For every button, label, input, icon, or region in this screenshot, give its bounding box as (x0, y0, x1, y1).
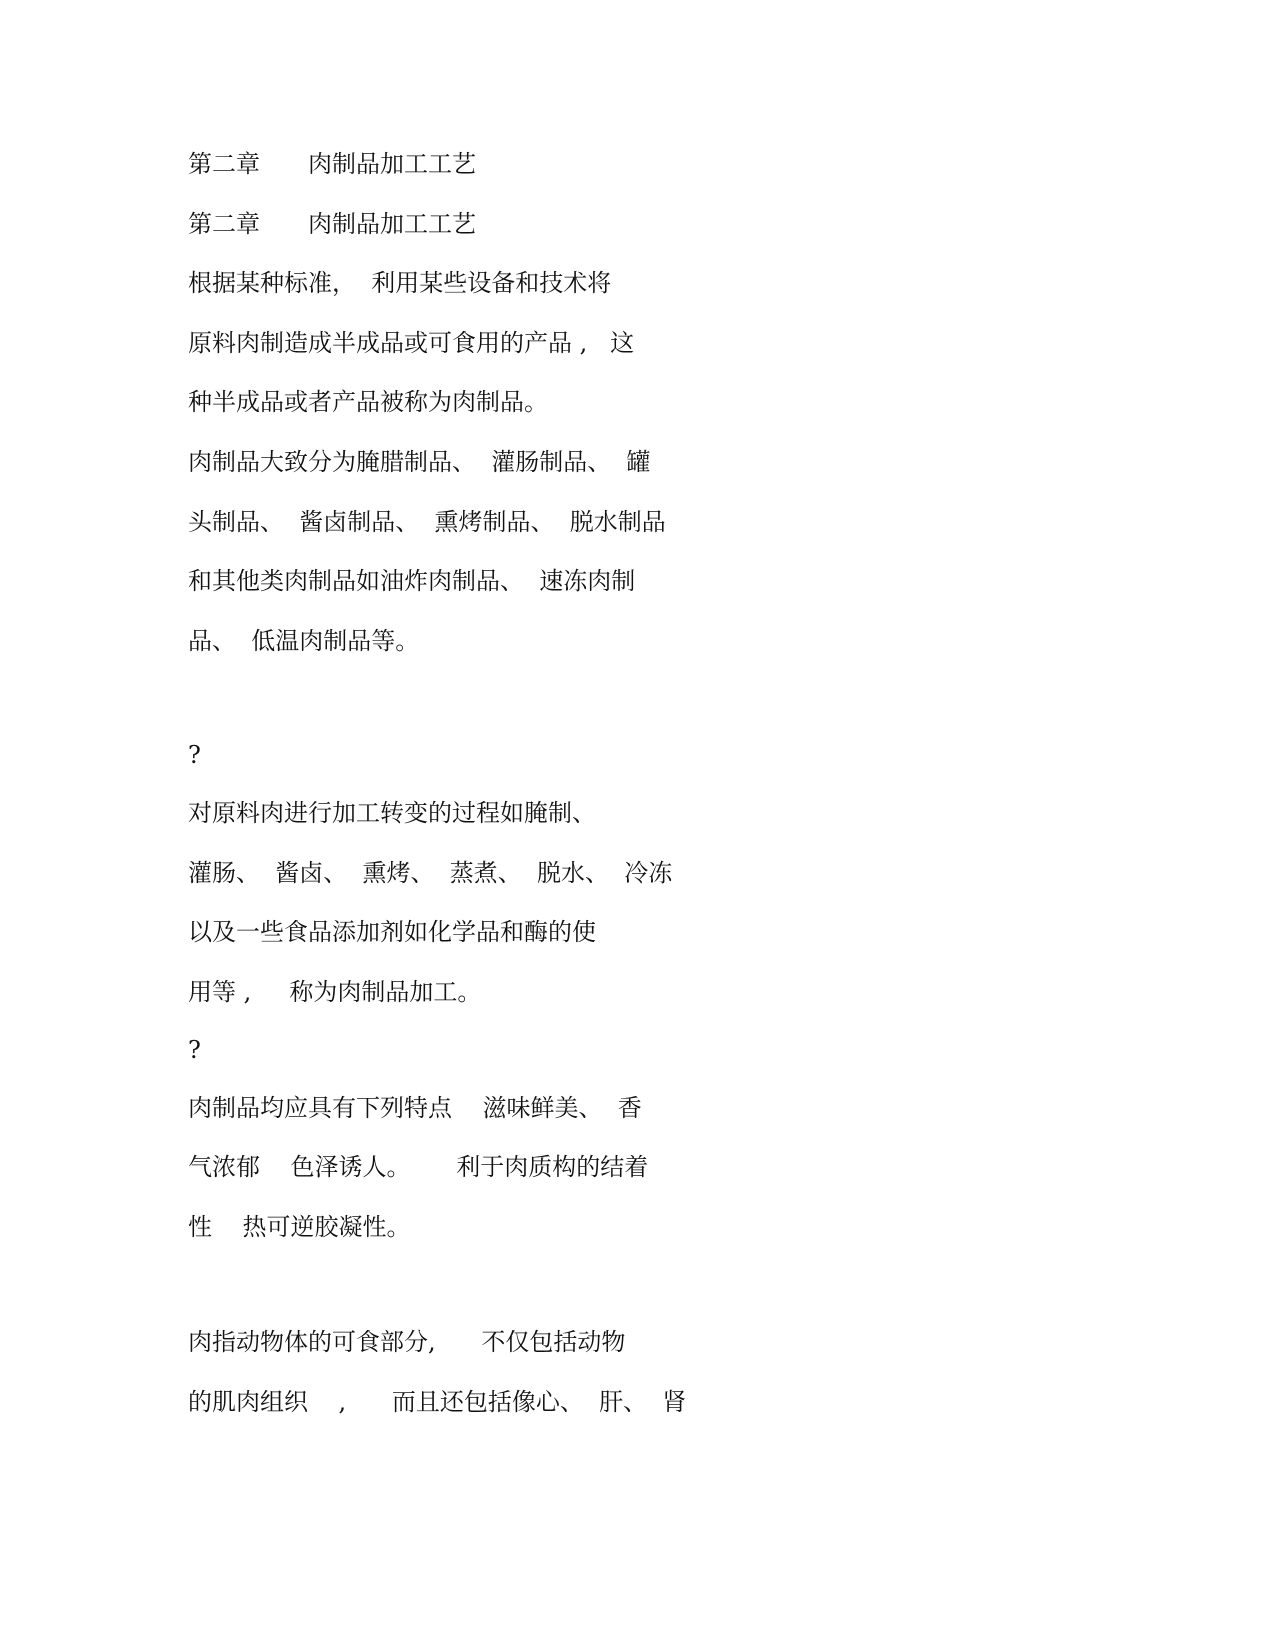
chapter-heading: 第二章 肉制品加工工艺 (188, 150, 476, 178)
text-line: 以及一些食品添加剂如化学品和酶的使 (188, 918, 596, 946)
text-line: 用等 , 称为肉制品加工。 (188, 978, 482, 1006)
text-line: 性 热可逆胶凝性。 (188, 1213, 411, 1241)
bullet-marker: ? (188, 741, 201, 769)
chapter-heading-repeat: 第二章 肉制品加工工艺 (188, 210, 476, 238)
text-line: 品、 低温肉制品等。 (188, 627, 420, 655)
text-line: 原料肉制造成半成品或可食用的产品 , 这 (188, 329, 635, 357)
text-line: 肉制品大致分为腌腊制品、 灌肠制品、 罐 (188, 448, 651, 476)
text-line: 的肌肉组织 , 而且还包括像心、 肝、 肾 (188, 1388, 687, 1416)
text-line: 种半成品或者产品被称为肉制品。 (188, 388, 548, 416)
text-line: 肉制品均应具有下列特点 滋味鲜美、 香 (188, 1094, 642, 1122)
text-line: 对原料肉进行加工转变的过程如腌制、 (188, 799, 596, 827)
text-line: 头制品、 酱卤制品、 熏烤制品、 脱水制品 (188, 508, 666, 536)
text-line: 和其他类肉制品如油炸肉制品、 速冻肉制 (188, 567, 636, 595)
text-line: 肉指动物体的可食部分, 不仅包括动物 (188, 1328, 626, 1356)
text-line: 气浓郁 色泽诱人。 利于肉质构的结着 (188, 1153, 649, 1181)
text-line: 灌肠、 酱卤、 熏烤、 蒸煮、 脱水、 冷冻 (188, 859, 673, 887)
bullet-marker: ? (188, 1036, 201, 1064)
text-line: 根据某种标准， 利用某些设备和技术将 (188, 269, 612, 297)
